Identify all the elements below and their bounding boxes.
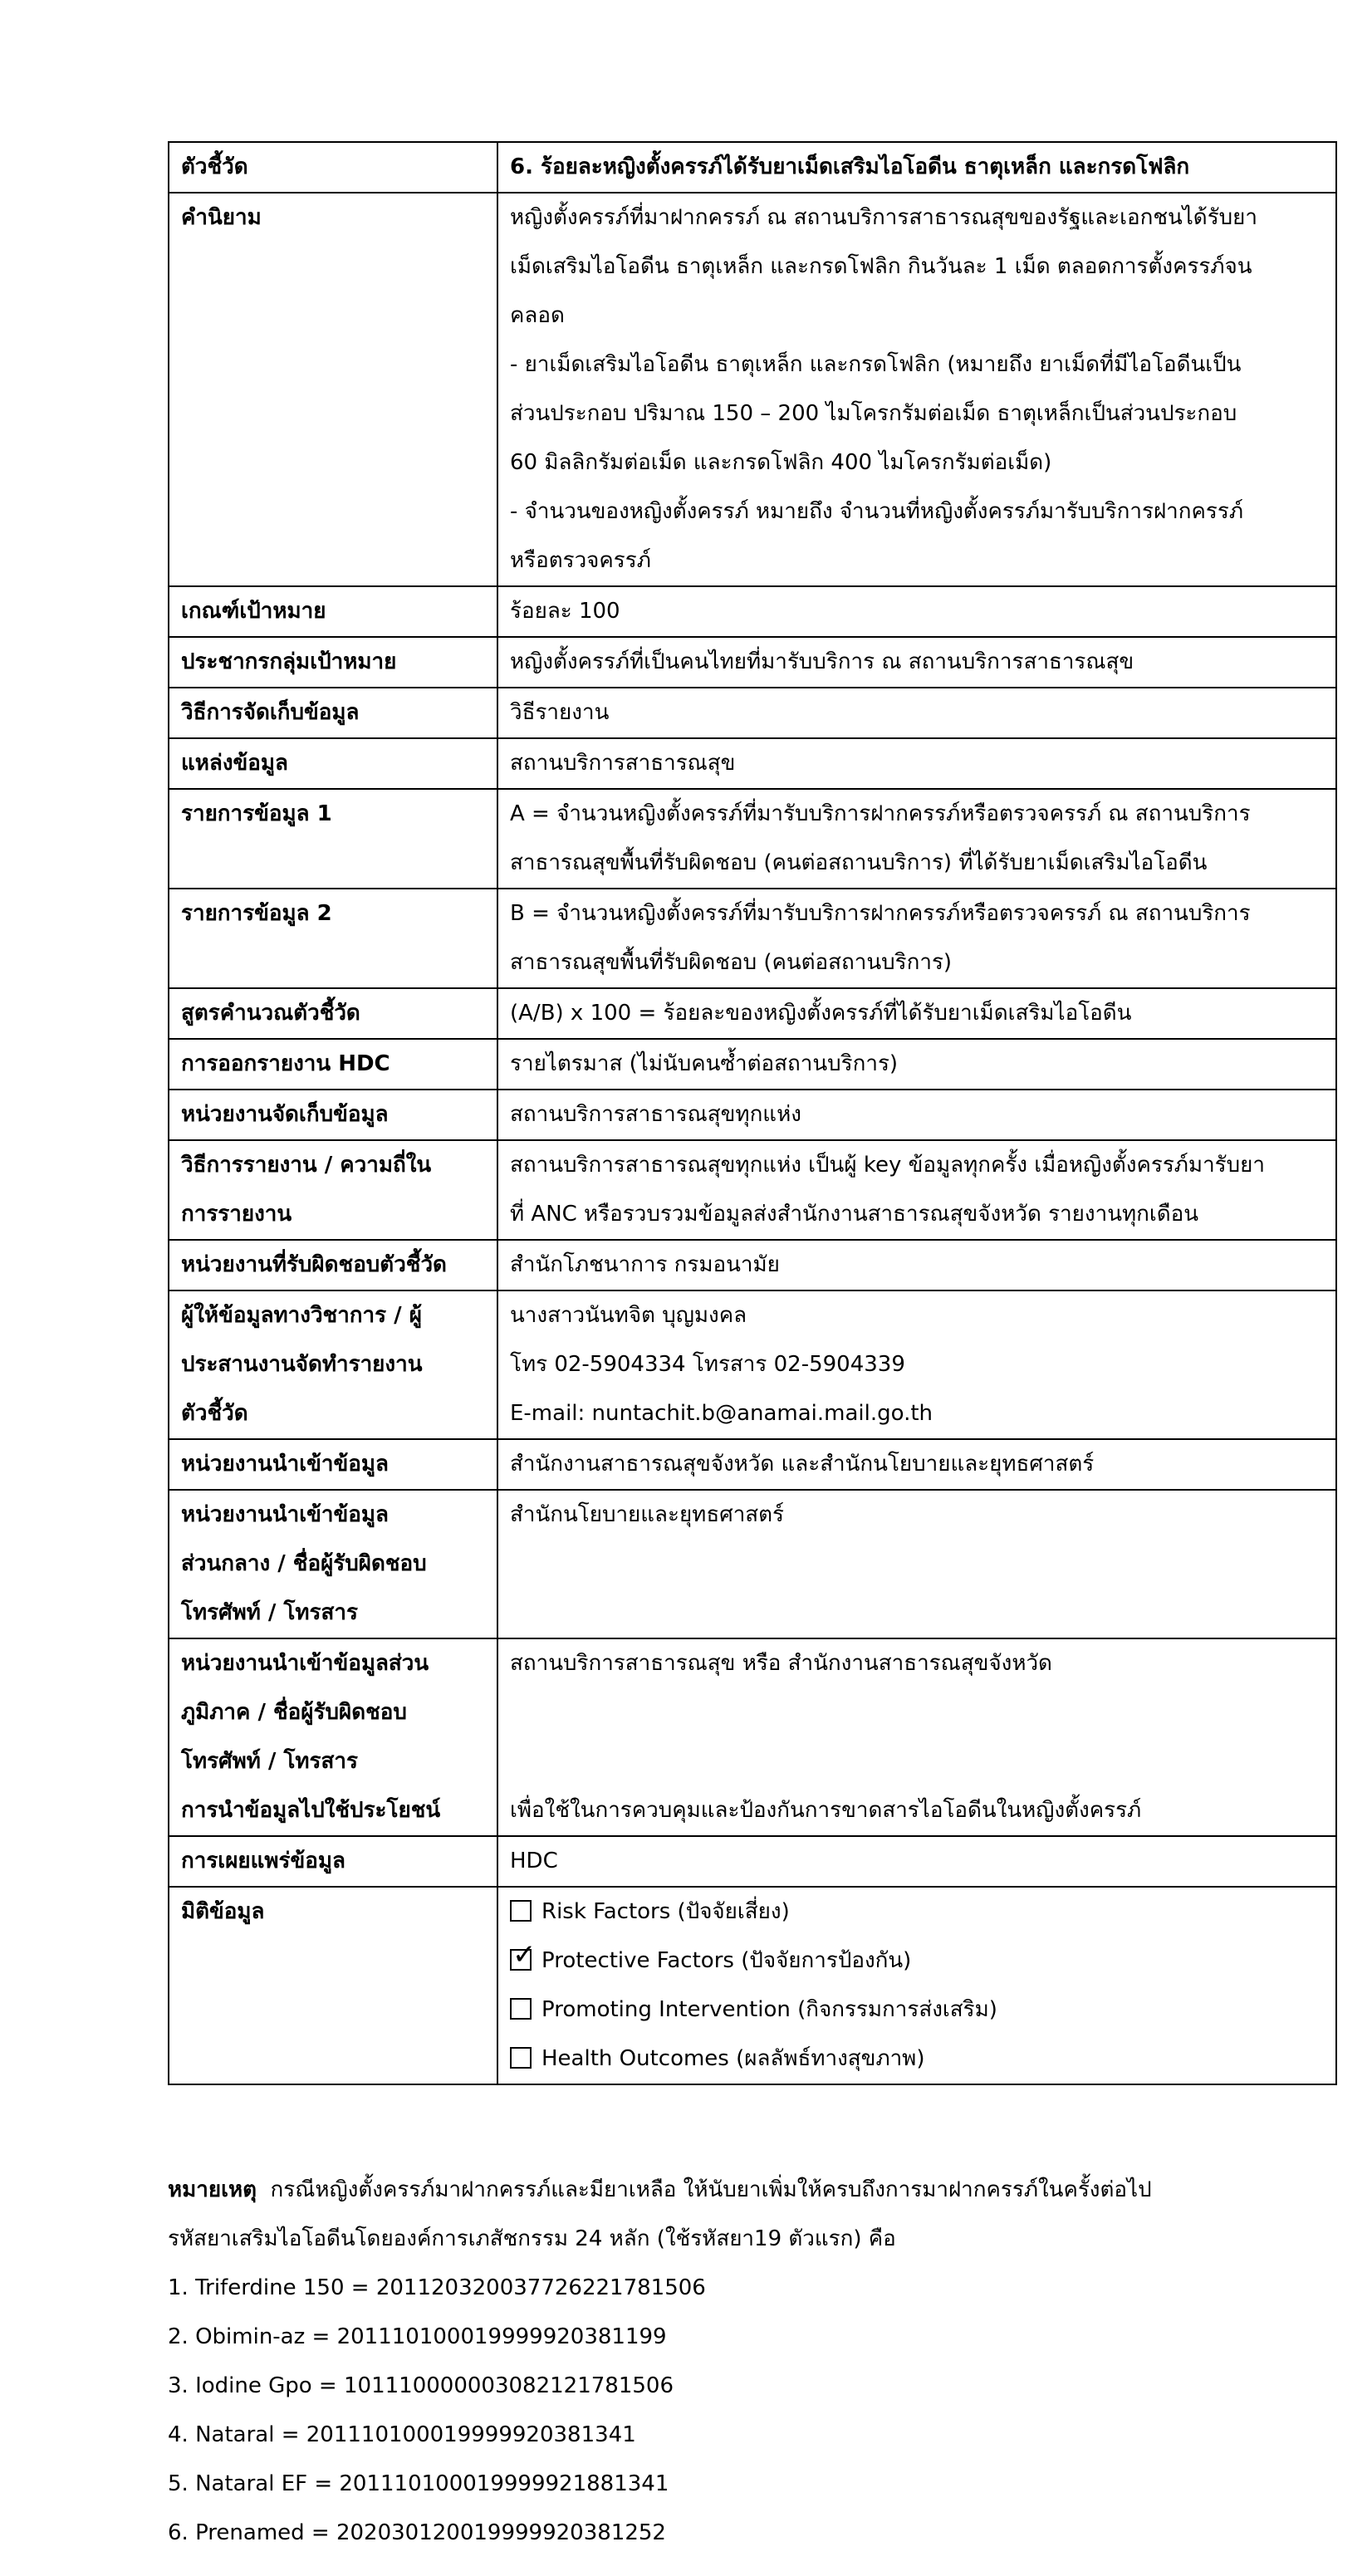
row-label: สูตรคำนวณตัวชี้วัด [169, 988, 497, 1039]
drug-code-item: 3. Iodine Gpo = 101110000003082121781506 [168, 2373, 674, 2398]
table-row [169, 1638, 1336, 1836]
row-value: รายไตรมาส (ไม่นับคนซ้ำต่อสถานบริการ) [497, 1039, 1336, 1090]
row-value: หญิงตั้งครรภ์ที่เป็นคนไทยที่มารับบริการ ณ สถานบริการสาธารณสุข [497, 637, 1336, 688]
drug-code-item: 1. Triferdine 150 = 201120320037726221781506 [168, 2275, 706, 2300]
row-label: หน่วยงานจัดเก็บข้อมูล [169, 1090, 497, 1140]
usage-value: เพื่อใช้ในการควบคุมและป้องกันการขาดสารไอโอดีนในหญิงตั้งครรภ์ [510, 1798, 1142, 1823]
table-header-row [169, 142, 1336, 193]
indicator-table [168, 141, 1337, 2085]
row-value: หญิงตั้งครรภ์ที่มาฝากครรภ์ ณ สถานบริการสาธารณสุขของรัฐและเอกชนได้รับยา เม็ดเสริมไอโอดีน ธาตุเหล็ก และกรดโฟลิก กินวันละ 1 เม็ด ตลอดการตั้งครรภ์จน คลอด - ยาเม็ดเสริมไอโอดีน ธาตุเหล็ก และกรดโฟลิก (หมายถึง ยาเม็ดที่มีไอโอดีนเป็น ส่วนประกอบ ปริมาณ 150 – 200 ไมโครกรัมต่อเม็ด ธาตุเหล็กเป็นส่วนประกอบ 60 มิลลิกรัมต่อเม็ด และกรดโฟลิก 400 ไมโครกรัมต่อเม็ด) - จำนวนของหญิงตั้งครรภ์ หมายถึง จำนวนที่หญิงตั้งครรภ์มารับบริการฝากครรภ์ หรือตรวจครรภ์ [497, 193, 1336, 586]
row-value: A = จำนวนหญิงตั้งครรภ์ที่มารับบริการฝากครรภ์หรือตรวจครรภ์ ณ สถานบริการ สาธารณสุขพื้นที่รับผิดชอบ (คนต่อสถานบริการ) ที่ได้รับยาเม็ดเสริมไอโอดีน [497, 789, 1336, 889]
row-label: รายการข้อมูล 2 [169, 889, 497, 988]
row-value: สถานบริการสาธารณสุขทุกแห่ง เป็นผู้ key ข้อมูลทุกครั้ง เมื่อหญิงตั้งครรภ์มารับยา ที่ ANC หรือรวบรวมข้อมูลส่งสำนักงานสาธารณสุขจังหวัด รายงานทุกเดือน [497, 1140, 1336, 1240]
checked-box-icon [510, 1949, 532, 1971]
row-value: สำนักนโยบายและยุทธศาสตร์ [497, 1490, 1336, 1638]
header-label: ตัวชี้วัด [169, 142, 497, 193]
checkbox-icon [510, 2047, 532, 2069]
indicator-title: 6. ร้อยละหญิงตั้งครรภ์ได้รับยาเม็ดเสริมไอโอดีน ธาตุเหล็ก และกรดโฟลิก [497, 142, 1336, 193]
table-row [169, 789, 1336, 889]
table-row [169, 688, 1336, 738]
row-label: แหล่งข้อมูล [169, 738, 497, 789]
table-row [169, 1090, 1336, 1140]
table-row [169, 1140, 1336, 1240]
dimension-label: Health Outcomes (ผลลัพธ์ทางสุขภาพ) [541, 2046, 925, 2071]
row-value: วิธีรายงาน [497, 688, 1336, 738]
row-label: ผู้ให้ข้อมูลทางวิชาการ / ผู้ ประสานงานจัดทำรายงาน ตัวชี้วัด [169, 1290, 497, 1439]
checkbox-icon [510, 1900, 532, 1922]
drug-code-list [168, 2264, 1322, 2558]
table-row [169, 988, 1336, 1039]
row-label: หน่วยงานนำเข้าข้อมูลส่วน ภูมิภาค / ชื่อผู้รับผิดชอบ โทรศัพท์ / โทรสาร การนำข้อมูลไปใช้ประโยชน์ [169, 1638, 497, 1836]
table-row [169, 738, 1336, 789]
dimension-label: Protective Factors (ปัจจัยการป้องกัน) [541, 1948, 912, 1973]
row-value: นางสาวนันทจิต บุญมงคล โทร 02-5904334 โทรสาร 02-5904339 E-mail: nuntachit.b@anamai.mail.go.th [497, 1290, 1336, 1439]
drug-code-item: 2. Obimin-az = 201110100019999920381199 [168, 2324, 667, 2349]
row-label: วิธีการรายงาน / ความถี่ใน การรายงาน [169, 1140, 497, 1240]
row-label: มิติข้อมูล [169, 1887, 497, 2084]
notes-line1: กรณีหญิงตั้งครรภ์มาฝากครรภ์และมียาเหลือ ให้นับยาเพิ่มให้ครบถึงการมาฝากครรภ์ในครั้งต่อไป [257, 2177, 1152, 2202]
row-label: คำนิยาม [169, 193, 497, 586]
row-value: สถานบริการสาธารณสุขทุกแห่ง [497, 1090, 1336, 1140]
row-value [497, 1638, 1336, 1836]
checkbox-icon [510, 1998, 532, 2020]
table-row [169, 889, 1336, 988]
row-value: สถานบริการสาธารณสุข [497, 738, 1336, 789]
row-label: วิธีการจัดเก็บข้อมูล [169, 688, 497, 738]
row-label: การเผยแพร่ข้อมูล [169, 1836, 497, 1887]
dimension-option [510, 1937, 1324, 1986]
table-row [169, 586, 1336, 637]
row-label: รายการข้อมูล 1 [169, 789, 497, 889]
notes-intro [168, 2166, 1322, 2215]
table-row [169, 1439, 1336, 1490]
row-value: สำนักโภชนาการ กรมอนามัย [497, 1240, 1336, 1290]
row-label: เกณฑ์เป้าหมาย [169, 586, 497, 637]
table-row [169, 1240, 1336, 1290]
row-value: (A/B) x 100 = ร้อยละของหญิงตั้งครรภ์ที่ได้รับยาเม็ดเสริมไอโอดีน [497, 988, 1336, 1039]
row-value: B = จำนวนหญิงตั้งครรภ์ที่มารับบริการฝากครรภ์หรือตรวจครรภ์ ณ สถานบริการ สาธารณสุขพื้นที่รับผิดชอบ (คนต่อสถานบริการ) [497, 889, 1336, 988]
row-label: ประชากรกลุ่มเป้าหมาย [169, 637, 497, 688]
spacer [510, 1688, 1324, 1786]
table-row [169, 1490, 1336, 1638]
row-label: หน่วยงานนำเข้าข้อมูล [169, 1439, 497, 1490]
dimension-option [510, 1888, 1324, 1937]
dimension-option [510, 2035, 1324, 2084]
table-row [169, 637, 1336, 688]
notes-label: หมายเหตุ [168, 2177, 257, 2202]
regional-value: สถานบริการสาธารณสุข หรือ สำนักงานสาธารณสุขจังหวัด [510, 1651, 1052, 1676]
table-row [169, 1039, 1336, 1090]
table-row [169, 1836, 1336, 1887]
dimension-list [497, 1887, 1336, 2084]
table-row [169, 1290, 1336, 1439]
row-value: HDC [497, 1836, 1336, 1887]
notes-line2: รหัสยาเสริมไอโอดีนโดยองค์การเภสัชกรรม 24 หลัก (ใช้รหัสยา19 ตัวแรก) คือ [168, 2226, 896, 2251]
row-value: ร้อยละ 100 [497, 586, 1336, 637]
row-label: หน่วยงานนำเข้าข้อมูล ส่วนกลาง / ชื่อผู้รับผิดชอบ โทรศัพท์ / โทรสาร [169, 1490, 497, 1638]
dimension-label: Risk Factors (ปัจจัยเสี่ยง) [541, 1899, 790, 1924]
row-label: การออกรายงาน HDC [169, 1039, 497, 1090]
table-row [169, 1887, 1336, 2084]
drug-code-item: 4. Nataral = 201110100019999920381341 [168, 2422, 636, 2447]
dimension-label: Promoting Intervention (กิจกรรมการส่งเสริม) [541, 1997, 997, 2022]
row-label: หน่วยงานที่รับผิดชอบตัวชี้วัด [169, 1240, 497, 1290]
dimension-option [510, 1986, 1324, 2035]
drug-code-item: 5. Nataral EF = 201110100019999921881341 [168, 2471, 669, 2496]
table-row [169, 193, 1336, 586]
drug-code-item: 6. Prenamed = 202030120019999920381252 [168, 2520, 666, 2545]
row-value: สำนักงานสาธารณสุขจังหวัด และสำนักนโยบายและยุทธศาสตร์ [497, 1439, 1336, 1490]
notes-section [168, 2166, 1322, 2558]
